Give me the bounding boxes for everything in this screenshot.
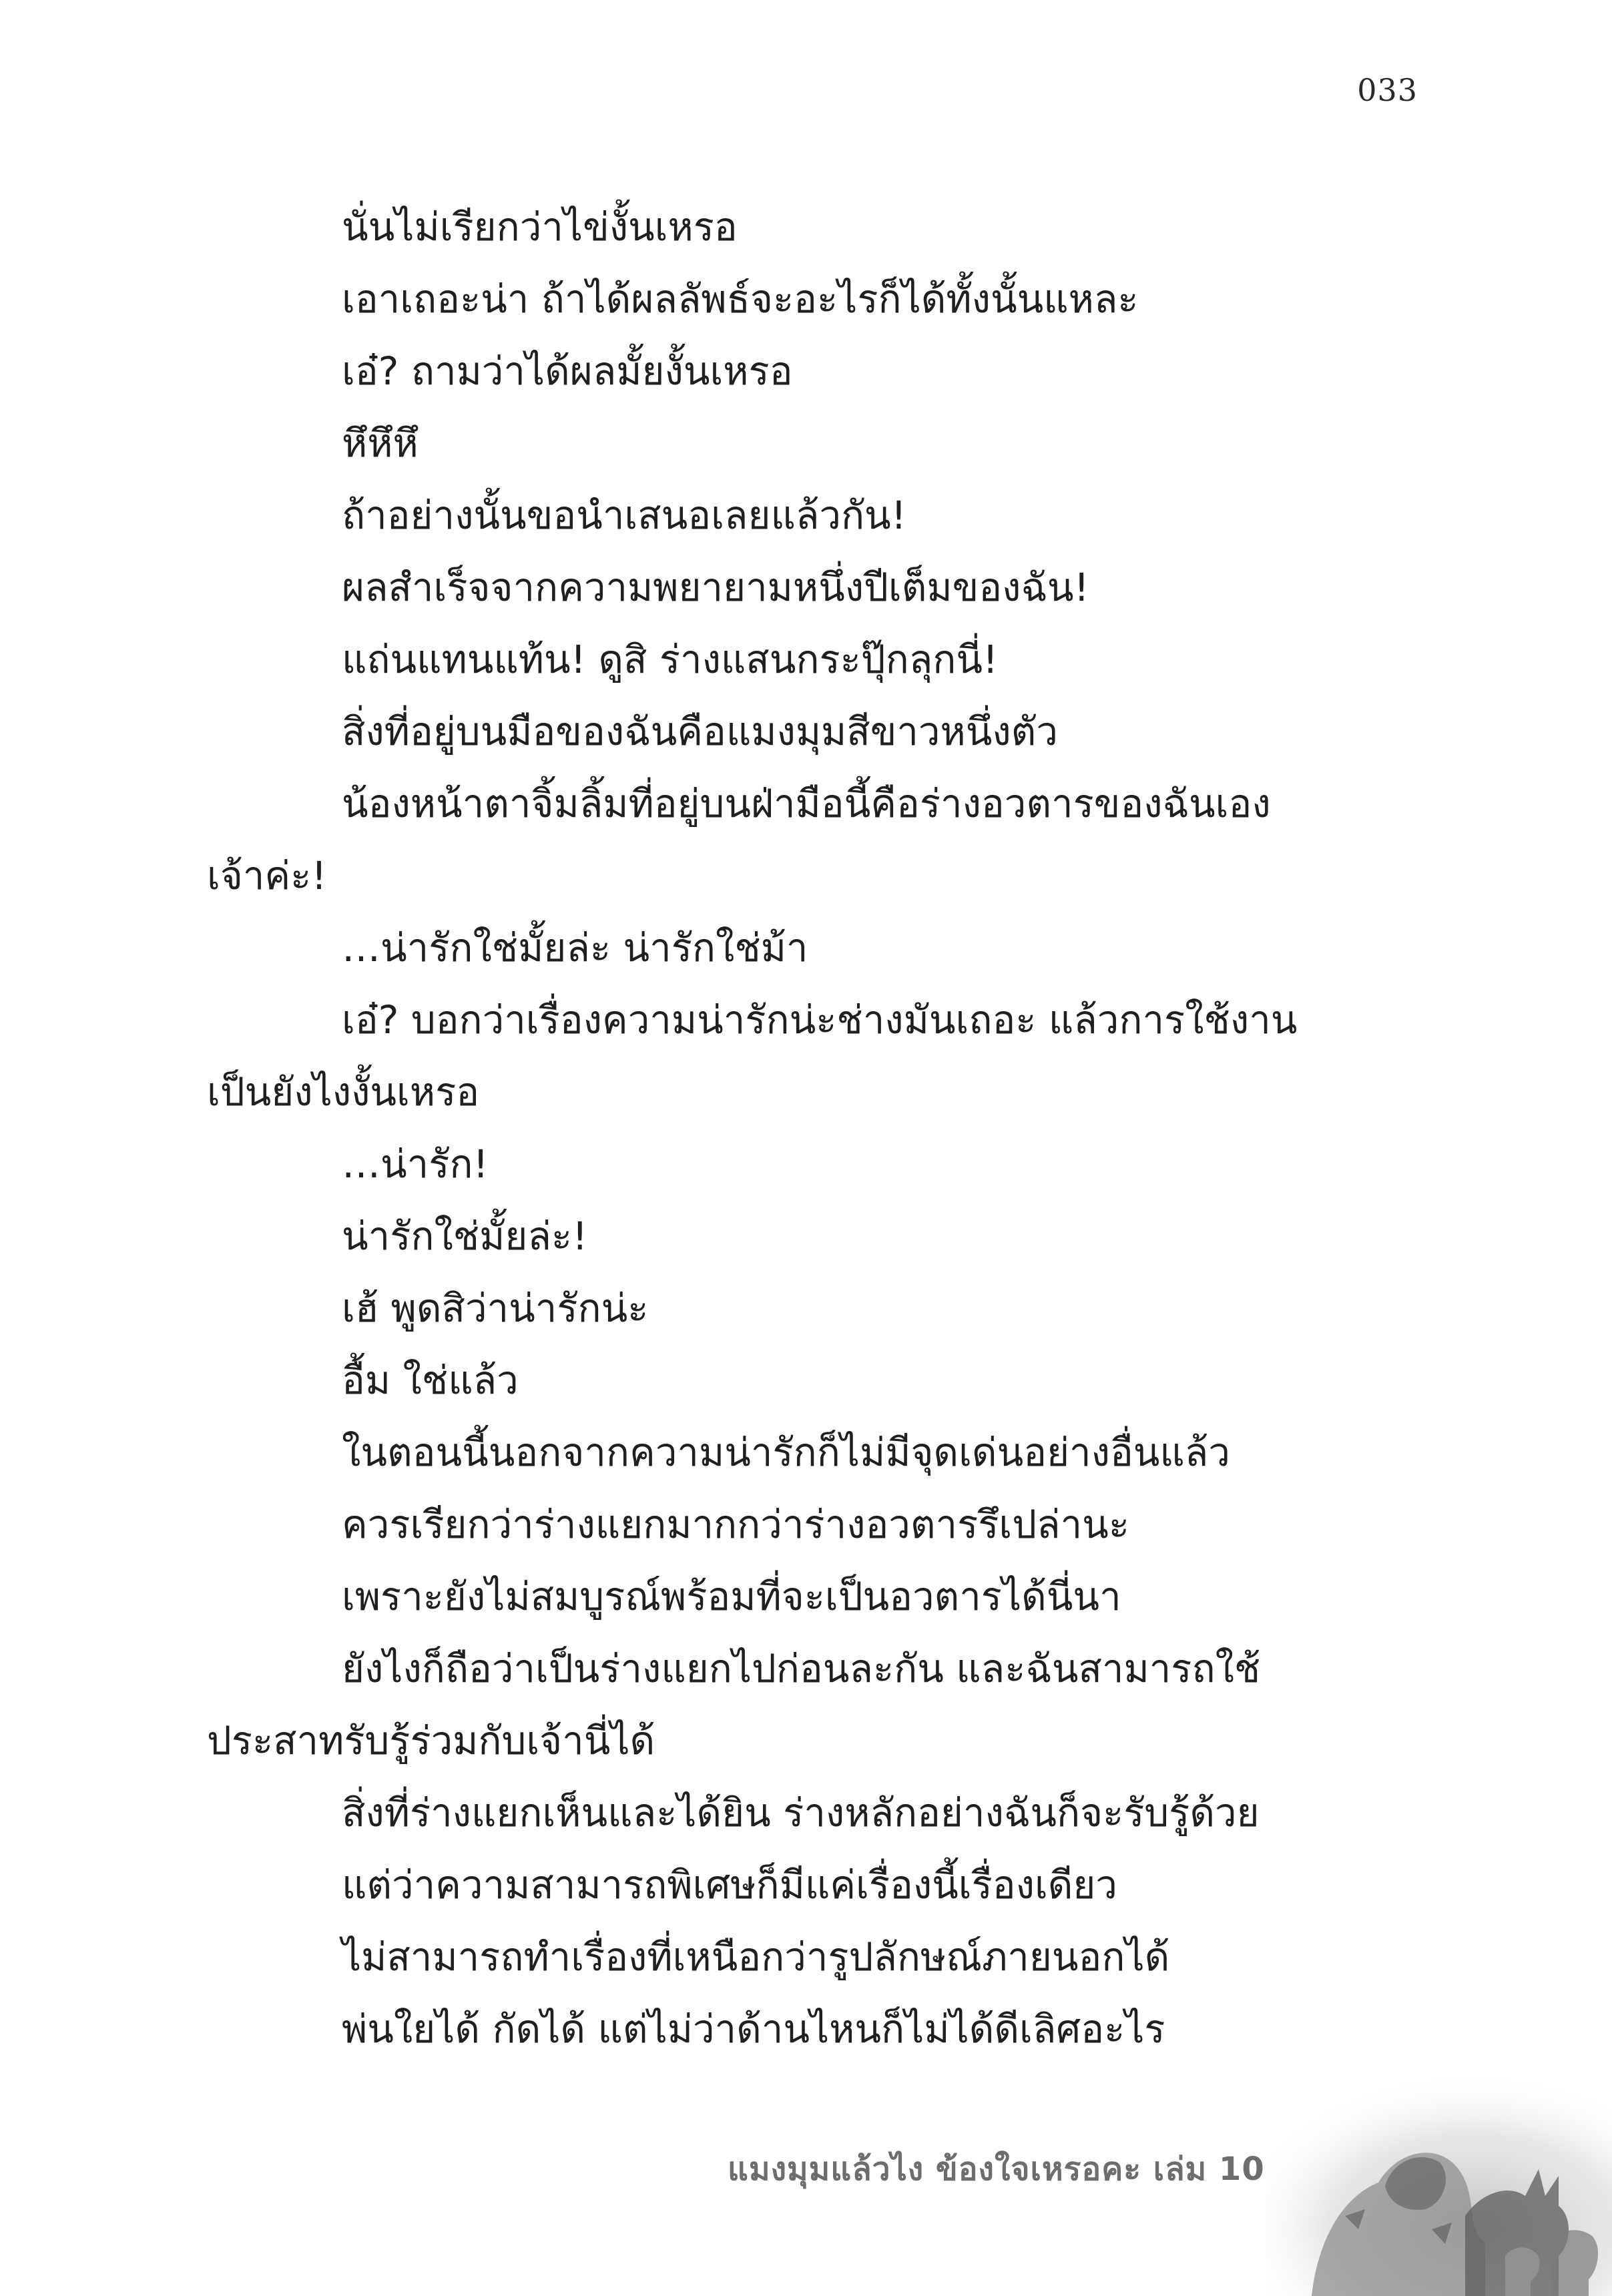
page-number: 033 xyxy=(1357,72,1418,108)
book-title-footer: แมงมุมแล้วไง ข้องใจเหรอคะ เล่ม 10 xyxy=(728,2150,1265,2188)
paragraph-line: เอาเถอะน่า ถ้าได้ผลลัพธ์จะอะไรก็ได้ทั้งนั้นแหละ xyxy=(342,276,1139,322)
paragraph-line: เฮ้ พูดสิว่าน่ารักน่ะ xyxy=(342,1285,649,1331)
paragraph-line: สิ่งที่ร่างแยกเห็นและได้ยิน ร่างหลักอย่างฉันก็จะรับรู้ด้วย xyxy=(342,1790,1260,1835)
paragraph-line: น่ารักใช่มั้ยล่ะ! xyxy=(342,1213,588,1259)
paragraph-line: น้องหน้าตาจิ้มลิ้มที่อยู่บนฝ่ามือนี้คือร่างอวตารของฉันเอง xyxy=(342,781,1271,826)
paragraph-line: เป็นยังไงงั้นเหรอ xyxy=(207,1069,480,1115)
paragraph-line: ถ้าอย่างนั้นขอนำเสนอเลยแล้วกัน! xyxy=(342,493,906,538)
paragraph-line: หึหึหึ xyxy=(342,420,419,466)
paragraph-line: ยังไงก็ถือว่าเป็นร่างแยกไปก่อนละกัน และฉันสามารถใช้ xyxy=(342,1646,1261,1691)
paragraph-line: เพราะยังไม่สมบูรณ์พร้อมที่จะเป็นอวตารได้นี่นา xyxy=(342,1574,1121,1619)
paragraph-line: ประสาทรับรู้ร่วมกับเจ้านี่ได้ xyxy=(207,1718,655,1763)
paragraph-line: เอ๋? บอกว่าเรื่องความน่ารักน่ะช่างมันเถอะ แล้วการใช้งาน xyxy=(342,997,1298,1043)
paragraph-line: ผลสำเร็จจากความพยายามหนึ่งปีเต็มของฉัน! xyxy=(342,565,1089,610)
paragraph-line: สิ่งที่อยู่บนมือของฉันคือแมงมุมสีขาวหนึ่งตัว xyxy=(342,709,1058,754)
paragraph-line: ควรเรียกว่าร่างแยกมากกว่าร่างอวตารรึเปล่านะ xyxy=(342,1502,1129,1547)
paragraph-line: …น่ารักใช่มั้ยล่ะ น่ารักใช่ม้า xyxy=(342,925,808,970)
paragraph-line: ไม่สามารถทำเรื่องที่เหนือกว่ารูปลักษณ์ภายนอกได้ xyxy=(342,1934,1170,1980)
footer-character-illustration xyxy=(1265,2069,1612,2296)
body-text xyxy=(207,191,1422,2065)
paragraph-line: อื้ม ใช่แล้ว xyxy=(342,1358,519,1403)
paragraph-line: พ่นใยได้ กัดได้ แต่ไม่ว่าด้านไหนก็ไม่ได้ดีเลิศอะไร xyxy=(342,2006,1165,2052)
paragraph-line: เอ๋? ถามว่าได้ผลมั้ยงั้นเหรอ xyxy=(342,348,793,394)
paragraph-line: แถ่นแทนแท้น! ดูสิ ร่างแสนกระปุ๊กลุกนี่! xyxy=(342,637,999,682)
paragraph-line: นั่นไม่เรียกว่าไข่งั้นเหรอ xyxy=(342,204,738,250)
paragraph-line: ในตอนนี้นอกจากความน่ารักก็ไม่มีจุดเด่นอย่างอื่นแล้ว xyxy=(342,1430,1230,1475)
paragraph-line: …น่ารัก! xyxy=(342,1141,489,1187)
paragraph-line: แต่ว่าความสามารถพิเศษก็มีแค่เรื่องนี้เรื่องเดียว xyxy=(342,1862,1117,1908)
paragraph-line: เจ้าค่ะ! xyxy=(207,853,327,898)
